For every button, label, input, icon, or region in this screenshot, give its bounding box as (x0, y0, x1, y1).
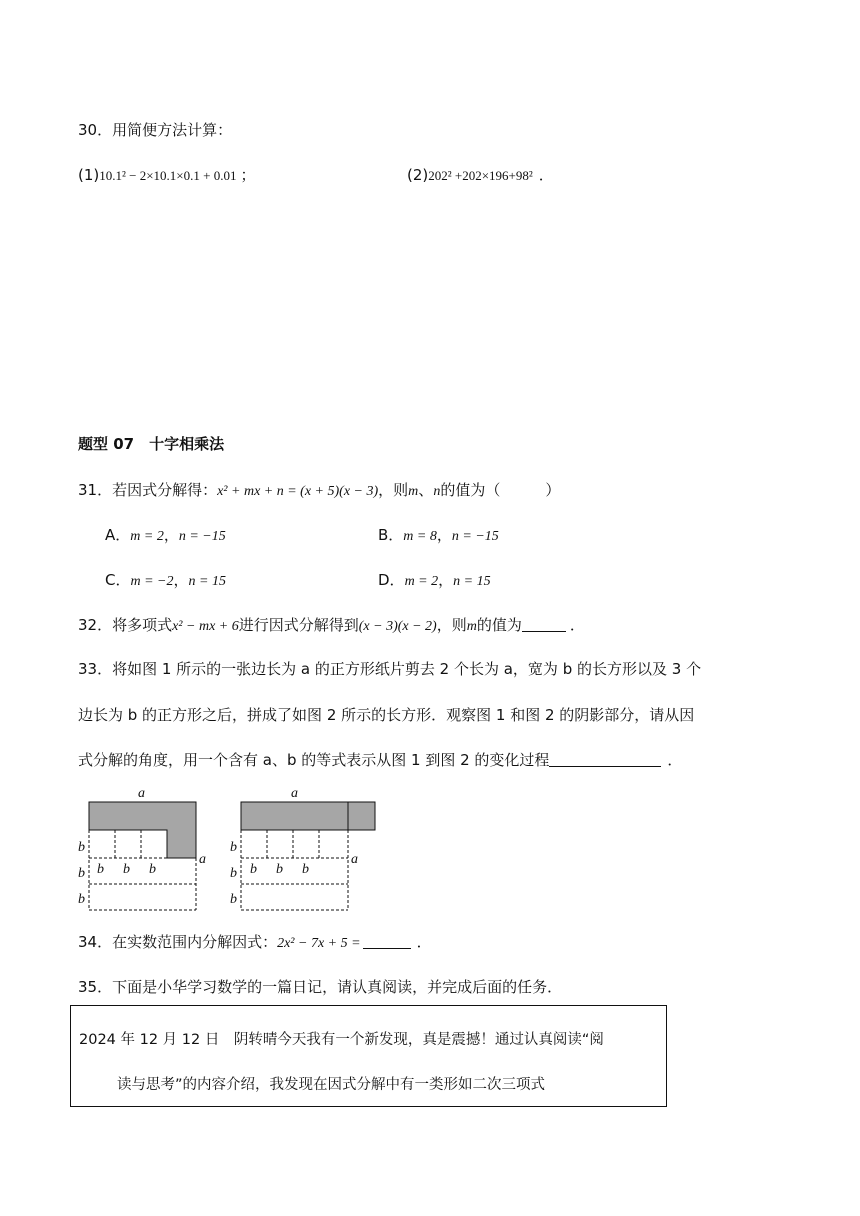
q30-part2 (407, 164, 554, 185)
q31-stem-a: 31．若因式分解得： (78, 481, 218, 499)
q34-stem-text: 34．在实数范围内分解因式： (78, 933, 278, 951)
q31-stem (78, 479, 560, 500)
fig2-label-b-left-2: b (230, 866, 237, 881)
option-label: D． (378, 571, 405, 589)
q34-stem (78, 931, 432, 952)
q33-line1: 33．将如图 1 所示的一张边长为 a 的正方形纸片剪去 2 个长为 a，宽为 b 的长方形以及 3 个 (78, 660, 702, 678)
q35-diary-box (70, 1005, 667, 1107)
q32-expression-1: x² − mx + 6 (172, 619, 239, 634)
q31-option-b[interactable] (378, 524, 499, 545)
q31-stem-c: 的值为（ ） (440, 481, 561, 499)
option-label: A． (105, 526, 131, 544)
option-comma: ， (438, 571, 454, 589)
fig1-shaded-region (89, 802, 196, 858)
q31-sep: 、 (418, 481, 434, 499)
fig1-label-b-left-2: b (78, 866, 85, 881)
q34-expression: 2x² − 7x + 5 = (277, 936, 361, 951)
q31-var-m: m (408, 484, 419, 499)
fig2-label-b-left-1: b (230, 840, 237, 855)
fig1-label-b-inner-2: b (123, 862, 130, 877)
option-n-value: n = 15 (453, 574, 491, 589)
q32-stem-d: 的值为 (476, 616, 522, 634)
fig2-label-b-inner-2: b (276, 862, 283, 877)
q30-part2-end: ． (538, 166, 554, 184)
q31-expression: x² + mx + n = (x + 5)(x − 3) (217, 484, 379, 499)
fig2-label-b-inner-3: b (302, 862, 309, 877)
diary-line-2: 读与思考”的内容介绍，我发现在因式分解中有一类形如二次三项式 (117, 1077, 546, 1093)
option-n-value: n = −15 (178, 529, 226, 544)
q32-expression-2: (x − 3)(x − 2) (358, 619, 437, 634)
q33-line3 (78, 749, 682, 770)
option-label: C． (105, 571, 131, 589)
q35-stem: 35．下面是小华学习数学的一篇日记，请认真阅读，并完成后面的任务． (78, 978, 563, 996)
option-m-value: m = −2 (130, 574, 174, 589)
fig2-label-b-inner-1: b (250, 862, 257, 877)
fig1-label-a-top: a (138, 786, 145, 801)
option-n-value: n = 15 (188, 574, 226, 589)
q32-answer-blank[interactable] (522, 617, 566, 632)
q30-stem: 30．用简便方法计算： (78, 121, 233, 139)
option-m-value: m = 2 (404, 574, 439, 589)
q30-part1-end: ； (240, 166, 256, 184)
q33-end: ． (667, 751, 683, 769)
section-title: 题型 07 十字相乘法 (78, 435, 225, 453)
q30-part2-label: (2) (407, 166, 429, 184)
option-comma: ， (436, 526, 452, 544)
fig1-label-a-right: a (199, 852, 206, 867)
diary-line-1: 2024 年 12 月 12 日 阴转晴今天我有一个新发现，真是震撼！通过认真阅读“阅 (79, 1032, 604, 1048)
option-m-value: m = 8 (403, 529, 437, 544)
q31-option-d[interactable] (378, 569, 491, 590)
fig1-label-b-inner-3: b (149, 862, 156, 877)
q32-stem-b: 进行因式分解得到 (238, 616, 359, 634)
q32-stem-a: 32．将多项式 (78, 616, 173, 634)
q34-end: ． (416, 933, 432, 951)
q31-var-n: n (433, 484, 441, 499)
q32-stem-c: ，则 (436, 616, 467, 634)
fig1-label-b-left-1: b (78, 840, 85, 855)
q33-line2: 边长为 b 的正方形之后，拼成了如图 2 所示的长方形．观察图 1 和图 2 的阴影部分，请从因 (78, 706, 695, 724)
figure-2 (230, 786, 375, 910)
q30-part1 (78, 164, 256, 185)
q30-part1-expression: 10.1² − 2×10.1×0.1 + 0.01 (99, 168, 237, 183)
q33-figures (70, 782, 390, 917)
q30-part2-expression: 202² +202×196+98² (428, 168, 533, 183)
fig2-label-a-top: a (291, 786, 298, 801)
figure-1 (78, 786, 206, 910)
q33-answer-blank[interactable] (549, 752, 661, 767)
option-label: B． (378, 526, 404, 544)
fig2-label-b-left-3: b (230, 892, 237, 907)
q34-answer-blank[interactable] (363, 934, 411, 949)
option-comma: ， (173, 571, 189, 589)
option-n-value: n = −15 (451, 529, 499, 544)
q30-part1-label: (1) (78, 166, 100, 184)
q33-line3-text: 式分解的角度，用一个含有 a、b 的等式表示从图 1 到图 2 的变化过程 (78, 751, 550, 769)
q31-stem-b: ，则 (378, 481, 409, 499)
fig2-label-a-right: a (351, 852, 358, 867)
q32-var-m: m (466, 619, 477, 634)
fig1-label-b-inner-1: b (97, 862, 104, 877)
q32-stem (78, 614, 585, 635)
option-m-value: m = 2 (130, 529, 164, 544)
fig1-label-b-left-3: b (78, 892, 85, 907)
option-comma: ， (163, 526, 179, 544)
fig2-shaded-region (241, 802, 375, 830)
q32-end: ． (569, 616, 585, 634)
q31-option-a[interactable] (105, 524, 226, 545)
q31-option-c[interactable] (105, 569, 226, 590)
